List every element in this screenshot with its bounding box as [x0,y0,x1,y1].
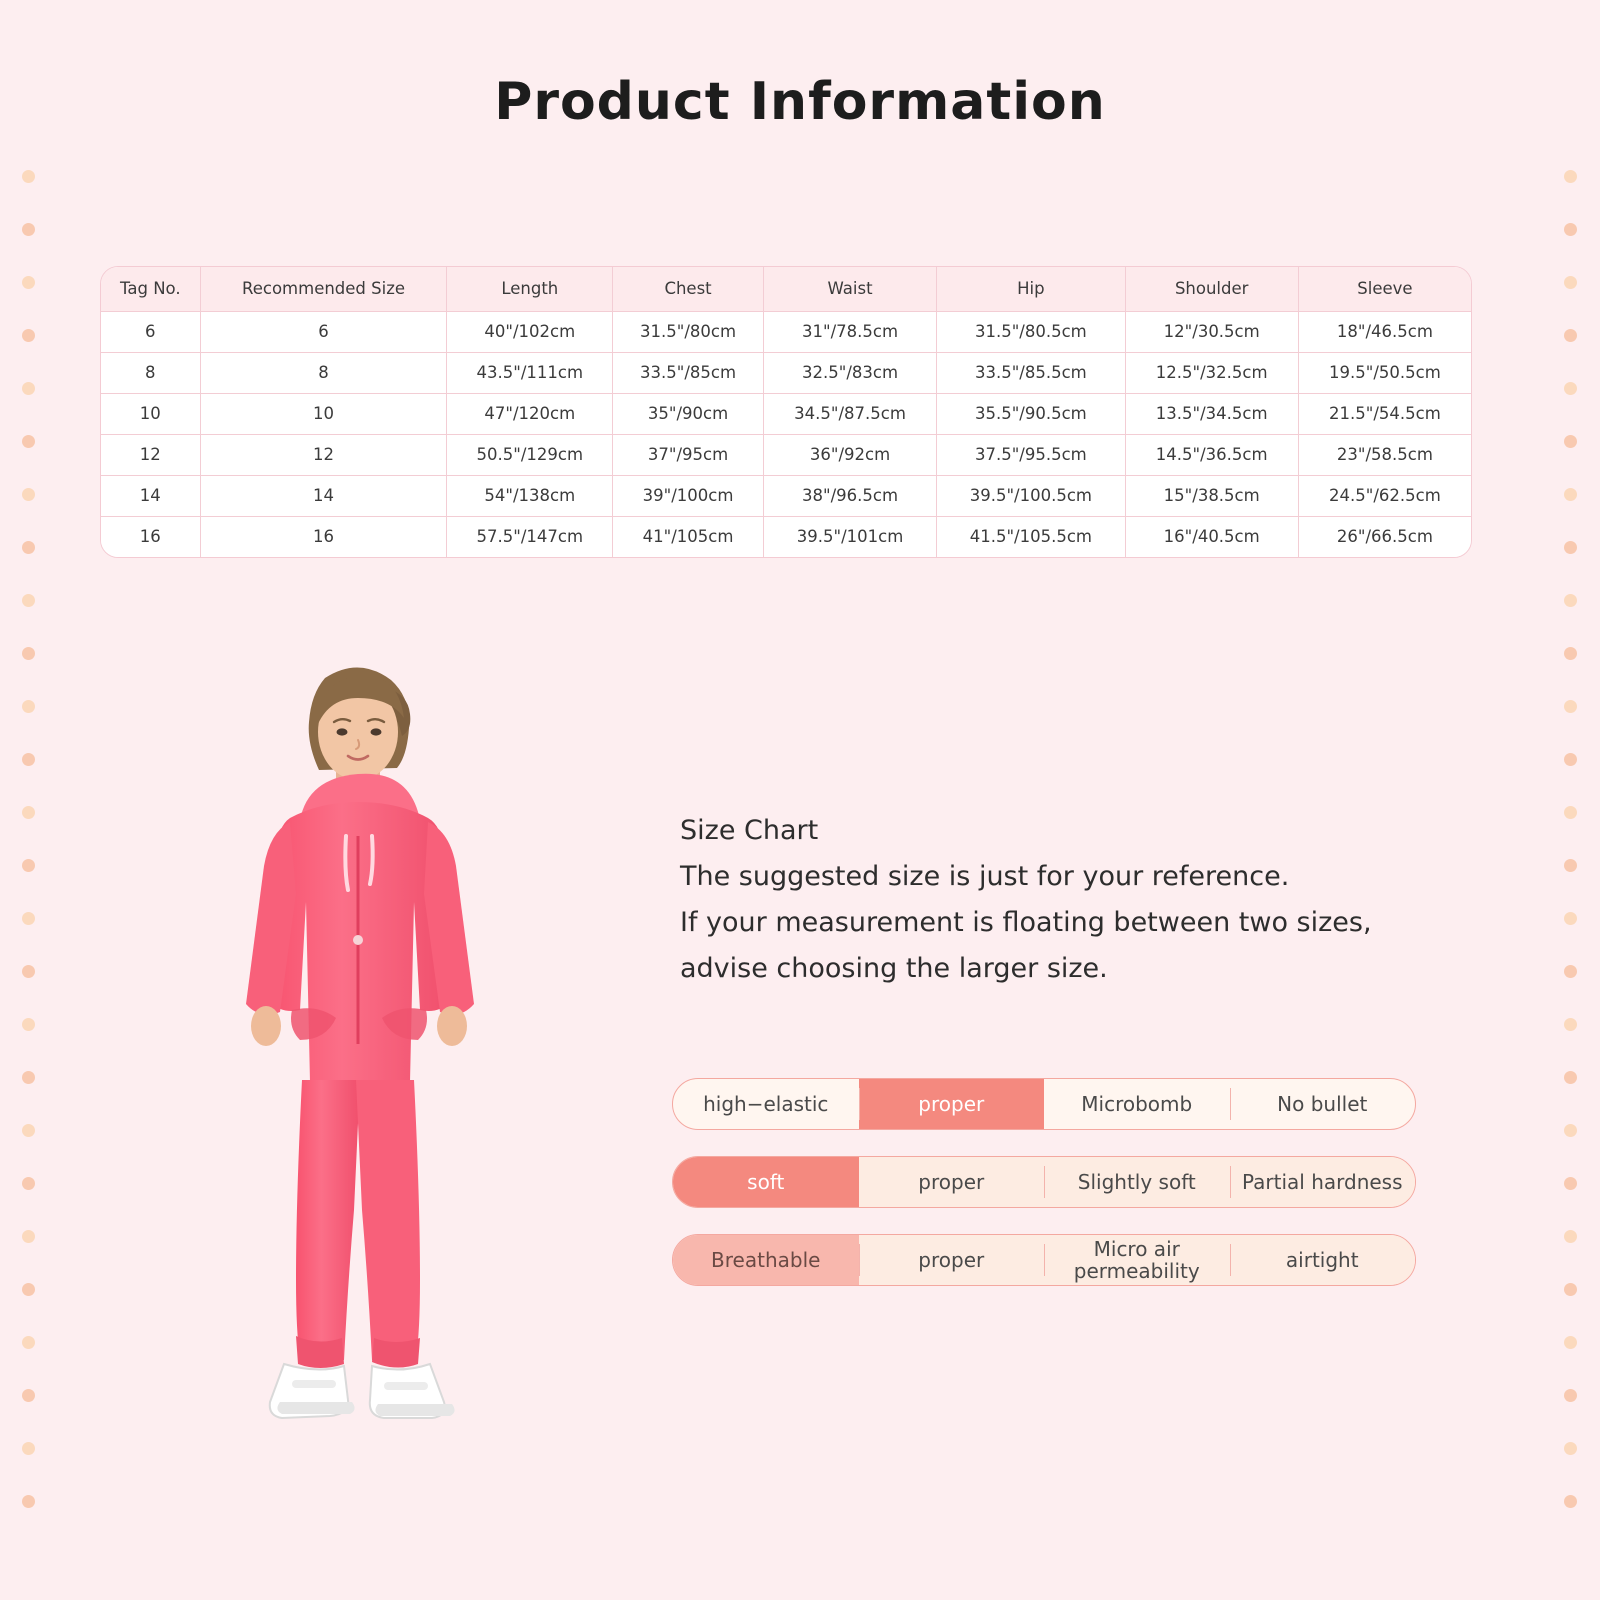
cell-length: 43.5"/111cm [447,352,613,393]
dot-icon [22,594,35,607]
segment-breathable: Breathable [673,1235,859,1285]
cell-waist: 34.5"/87.5cm [763,393,936,434]
dot-icon [22,1336,35,1349]
dot-icon [22,435,35,448]
dot-icon [1564,1124,1577,1137]
cell-chest: 33.5"/85cm [613,352,764,393]
cell-shoulder: 15"/38.5cm [1125,475,1298,516]
dot-icon [22,912,35,925]
segment-proper-elasticity: proper [859,1079,1045,1129]
cell-tag-no: 6 [101,311,200,352]
table-row [101,516,1471,557]
decorative-dots-right [1564,170,1578,1508]
cell-recommended-size: 14 [200,475,447,516]
dot-icon [1564,859,1577,872]
cell-sleeve: 24.5"/62.5cm [1298,475,1471,516]
cell-waist: 31"/78.5cm [763,311,936,352]
dot-icon [1564,965,1577,978]
segment-slightly-soft: Slightly soft [1044,1157,1230,1207]
cell-waist: 39.5"/101cm [763,516,936,557]
dot-icon [22,1230,35,1243]
table-head [101,267,1471,311]
cell-recommended-size: 8 [200,352,447,393]
segment-microbomb: Microbomb [1081,1092,1193,1116]
column-header-shoulder: Shoulder [1125,267,1298,311]
dot-icon [1564,488,1577,501]
cell-sleeve: 18"/46.5cm [1298,311,1471,352]
cell-shoulder: 16"/40.5cm [1125,516,1298,557]
cell-hip: 39.5"/100.5cm [937,475,1125,516]
dot-icon [1564,1177,1577,1190]
dot-icon [22,223,35,236]
size-chart-copy [680,808,1480,992]
size-chart-line-1: The suggested size is just for your reference. [680,861,1290,892]
cell-sleeve: 23"/58.5cm [1298,434,1471,475]
size-chart-line-2: If your measurement is floating between two sizes, [680,907,1372,938]
dot-icon [1564,1071,1577,1084]
column-header-tag-no: Tag No. [101,267,200,311]
dot-icon [22,170,35,183]
cell-tag-no: 10 [101,393,200,434]
dot-icon [22,329,35,342]
property-bar-elasticity [672,1078,1416,1130]
dot-icon [22,1283,35,1296]
segment-airtight: airtight [1230,1235,1416,1285]
cell-hip: 33.5"/85.5cm [937,352,1125,393]
segment-soft: soft [673,1157,859,1207]
dot-icon [1564,806,1577,819]
dot-icon [22,382,35,395]
dot-icon [22,1177,35,1190]
cell-hip: 35.5"/90.5cm [937,393,1125,434]
dot-icon [1564,223,1577,236]
column-header-chest: Chest [613,267,764,311]
cell-chest: 31.5"/80cm [613,311,764,352]
cell-hip: 41.5"/105.5cm [937,516,1125,557]
dot-icon [22,1071,35,1084]
dot-icon [1564,1495,1577,1508]
segment-proper-softness: proper [859,1157,1045,1207]
page-title: Product Information [494,72,1106,132]
size-chart-heading: Size Chart [680,815,819,846]
column-header-recommended-size: Recommended Size [200,267,447,311]
dot-icon [22,647,35,660]
cell-shoulder: 12"/30.5cm [1125,311,1298,352]
property-bar-breathability [672,1234,1416,1286]
dot-icon [22,1124,35,1137]
cell-length: 57.5"/147cm [447,516,613,557]
dot-icon [1564,1018,1577,1031]
segment-micro-air-permeability: Micro air permeability [1044,1235,1230,1285]
segment-no-bullet: No bullet [1230,1079,1416,1129]
cell-tag-no: 14 [101,475,200,516]
table-row [101,475,1471,516]
dot-icon [22,276,35,289]
dot-icon [1564,276,1577,289]
cell-chest: 37"/95cm [613,434,764,475]
segment-proper-breathability: proper [859,1235,1045,1285]
dot-icon [22,859,35,872]
cell-hip: 37.5"/95.5cm [937,434,1125,475]
dot-icon [1564,1336,1577,1349]
column-header-hip: Hip [937,267,1125,311]
table-row [101,311,1471,352]
dot-icon [22,1495,35,1508]
size-chart-table [101,267,1471,557]
dot-icon [22,753,35,766]
dot-icon [1564,1389,1577,1402]
dot-icon [1564,541,1577,554]
column-header-length: Length [447,267,613,311]
dot-icon [1564,647,1577,660]
cell-chest: 39"/100cm [613,475,764,516]
property-bars [672,1078,1416,1286]
decorative-dots-left [22,170,36,1508]
dot-icon [1564,1442,1577,1455]
dot-icon [22,806,35,819]
table-body [101,311,1471,557]
cell-length: 54"/138cm [447,475,613,516]
model-photo [150,640,570,1440]
dot-icon [22,965,35,978]
cell-tag-no: 8 [101,352,200,393]
cell-tag-no: 12 [101,434,200,475]
dot-icon [22,700,35,713]
dot-icon [1564,170,1577,183]
column-header-waist: Waist [763,267,936,311]
dot-icon [1564,753,1577,766]
cell-length: 40"/102cm [447,311,613,352]
column-header-sleeve: Sleeve [1298,267,1471,311]
segment-partial-hardness: Partial hardness [1230,1157,1416,1207]
cell-shoulder: 13.5"/34.5cm [1125,393,1298,434]
dot-icon [1564,700,1577,713]
table-row [101,393,1471,434]
dot-icon [1564,1230,1577,1243]
dot-icon [1564,435,1577,448]
cell-sleeve: 19.5"/50.5cm [1298,352,1471,393]
cell-hip: 31.5"/80.5cm [937,311,1125,352]
size-chart-line-3: advise choosing the larger size. [680,953,1108,984]
dot-icon [1564,912,1577,925]
table-row [101,352,1471,393]
cell-tag-no: 16 [101,516,200,557]
dot-icon [1564,1283,1577,1296]
cell-length: 50.5"/129cm [447,434,613,475]
size-chart-table-container [100,266,1472,558]
dot-icon [22,488,35,501]
cell-waist: 36"/92cm [763,434,936,475]
cell-recommended-size: 16 [200,516,447,557]
table-row [101,434,1471,475]
property-bar-softness [672,1156,1416,1208]
cell-chest: 41"/105cm [613,516,764,557]
cell-sleeve: 21.5"/54.5cm [1298,393,1471,434]
cell-recommended-size: 10 [200,393,447,434]
dot-icon [22,1442,35,1455]
dot-icon [1564,594,1577,607]
cell-recommended-size: 6 [200,311,447,352]
cell-waist: 32.5"/83cm [763,352,936,393]
dot-icon [22,1018,35,1031]
dot-icon [22,541,35,554]
cell-shoulder: 12.5"/32.5cm [1125,352,1298,393]
cell-shoulder: 14.5"/36.5cm [1125,434,1298,475]
segment-high-elastic: high−elastic [703,1092,829,1116]
table-header-row [101,267,1471,311]
dot-icon [1564,329,1577,342]
cell-waist: 38"/96.5cm [763,475,936,516]
cell-recommended-size: 12 [200,434,447,475]
cell-sleeve: 26"/66.5cm [1298,516,1471,557]
cell-chest: 35"/90cm [613,393,764,434]
dot-icon [22,1389,35,1402]
cell-length: 47"/120cm [447,393,613,434]
dot-icon [1564,382,1577,395]
